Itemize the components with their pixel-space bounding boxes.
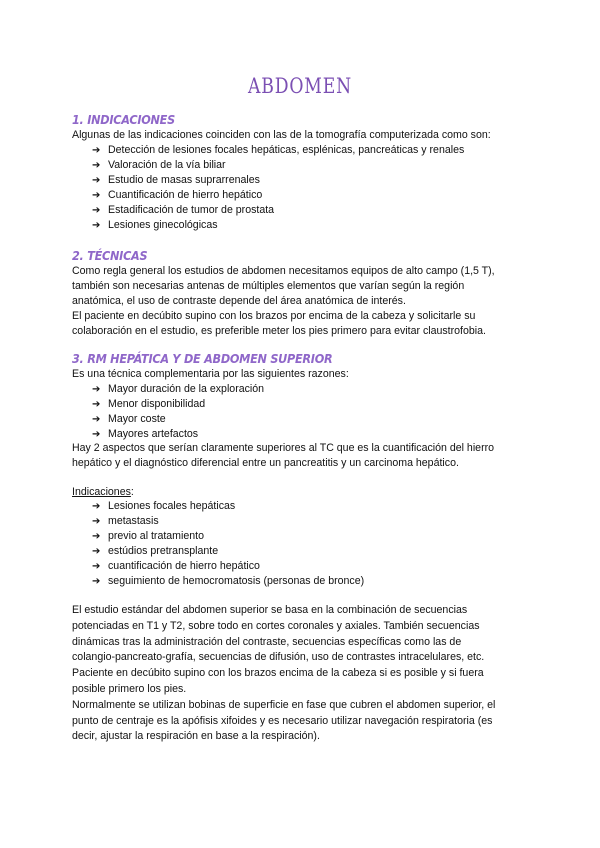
- page-title: ABDOMEN: [247, 74, 353, 98]
- list-item: ➔ cuantificación de hierro hepático: [92, 560, 260, 572]
- arrow-icon: ➔: [92, 561, 101, 572]
- section3-indications-list: [92, 499, 364, 589]
- text-line: punto de centraje es la apófisis xifoides y es necesario utilizar navegación respiratoria (es: [72, 714, 493, 727]
- text-line: Hay 2 aspectos que serían claramente superiores al TC que es la cuantificación del hierro: [72, 442, 495, 454]
- text-line: anatómica, el uso de contraste depende del área anatómica de interés.: [72, 295, 406, 307]
- text-line: colaboración en el estudio, es preferible meter los pies primero para evitar claustrofobia.: [72, 325, 486, 337]
- list-item: ➔ Valoración de la vía biliar: [92, 159, 226, 171]
- list-item: ➔ Estudio de masas suprarrenales: [92, 174, 260, 186]
- arrow-icon: ➔: [92, 145, 101, 156]
- indications-label: Indicaciones: [72, 486, 131, 498]
- arrow-icon: ➔: [92, 546, 101, 557]
- list-item: ➔ Menor disponibilidad: [92, 398, 206, 410]
- section-heading-indicaciones: 1. INDICACIONES: [72, 112, 175, 127]
- arrow-icon: ➔: [92, 414, 101, 425]
- arrow-icon: ➔: [92, 501, 101, 512]
- list-item: ➔ Lesiones ginecológicas: [92, 219, 218, 231]
- section3-closing: [72, 603, 532, 745]
- list-item: ➔ Lesiones focales hepáticas: [92, 500, 236, 512]
- list-item: ➔ Estadificación de tumor de prostata: [92, 204, 275, 216]
- list-item: ➔ Cuantificación de hierro hepático: [92, 189, 263, 201]
- section-heading-rm-hepatica: 3. RM HEPÁTICA Y DE ABDOMEN SUPERIOR: [72, 351, 333, 366]
- arrow-icon: ➔: [92, 190, 101, 201]
- text-line: colangio-pancreato-grafía, secuencias de difusión, uso de contrastes intracelulares, etc.: [72, 651, 485, 664]
- text-line: El estudio estándar del abdomen superior se basa en la combinación de secuencias: [72, 604, 468, 616]
- section3-intro: Es una técnica complementaria por las siguientes razones:: [72, 368, 349, 380]
- text-line: Normalmente se utilizan bobinas de superficie en fase que cubren el abdomen superior, el: [72, 698, 496, 711]
- section-heading-tecnicas: 2. TÉCNICAS: [72, 248, 148, 263]
- list-item: ➔ seguimiento de hemocromatosis (personas de bronce): [92, 575, 365, 587]
- section1-intro: Algunas de las indicaciones coinciden con las de la tomografía computerizada como son:: [72, 129, 491, 141]
- arrow-icon: ➔: [92, 160, 101, 171]
- list-item: ➔ estúdios pretransplante: [92, 545, 219, 557]
- text-line: hepático y el diagnóstico diferencial entre un pancreatitis y un carcinoma hepático.: [72, 457, 459, 469]
- text-line: potenciadas en T1 y T2, sobre todo en cortes coronales y axiales. También secuencias: [72, 619, 480, 632]
- arrow-icon: ➔: [92, 429, 101, 440]
- list-item: ➔ Mayor coste: [92, 413, 166, 425]
- arrow-icon: ➔: [92, 576, 101, 587]
- list-item: ➔ Detección de lesiones focales hepáticas, esplénicas, pancreáticas y renales: [92, 144, 465, 156]
- arrow-icon: ➔: [92, 516, 101, 527]
- section1-list: [92, 143, 464, 233]
- section2-body: [72, 264, 532, 339]
- section3-aspects: [72, 441, 532, 471]
- text-line: Como regla general los estudios de abdomen necesitamos equipos de alto campo (1,5 T),: [72, 265, 495, 277]
- text-line: Paciente en decúbito supino con los brazos encima de la cabeza si es posible y si fuera: [72, 667, 484, 680]
- section3-reasons-list: [92, 382, 264, 442]
- list-item: ➔ metastasis: [92, 515, 159, 527]
- arrow-icon: ➔: [92, 205, 101, 216]
- text-line: también son necesarias antenas de múltiples elementos que varían según la región: [72, 280, 465, 292]
- list-item: ➔ Mayor duración de la exploración: [92, 383, 265, 395]
- arrow-icon: ➔: [92, 175, 101, 186]
- text-line: decir, ajustar la respiración en base a la respiración).: [72, 730, 320, 743]
- arrow-icon: ➔: [92, 531, 101, 542]
- arrow-icon: ➔: [92, 399, 101, 410]
- text-line: posible primero los pies.: [72, 682, 187, 695]
- text-line: dinámicas tras la administración del contraste, secuencias específicas como las de: [72, 635, 462, 648]
- indications-label-line: Indicaciones:: [72, 486, 134, 498]
- arrow-icon: ➔: [92, 384, 101, 395]
- list-item: ➔ previo al tratamiento: [92, 530, 204, 542]
- arrow-icon: ➔: [92, 220, 101, 231]
- list-item: ➔ Mayores artefactos: [92, 428, 199, 440]
- text-line: El paciente en decúbito supino con los brazos por encima de la cabeza y solicitarle su: [72, 310, 476, 322]
